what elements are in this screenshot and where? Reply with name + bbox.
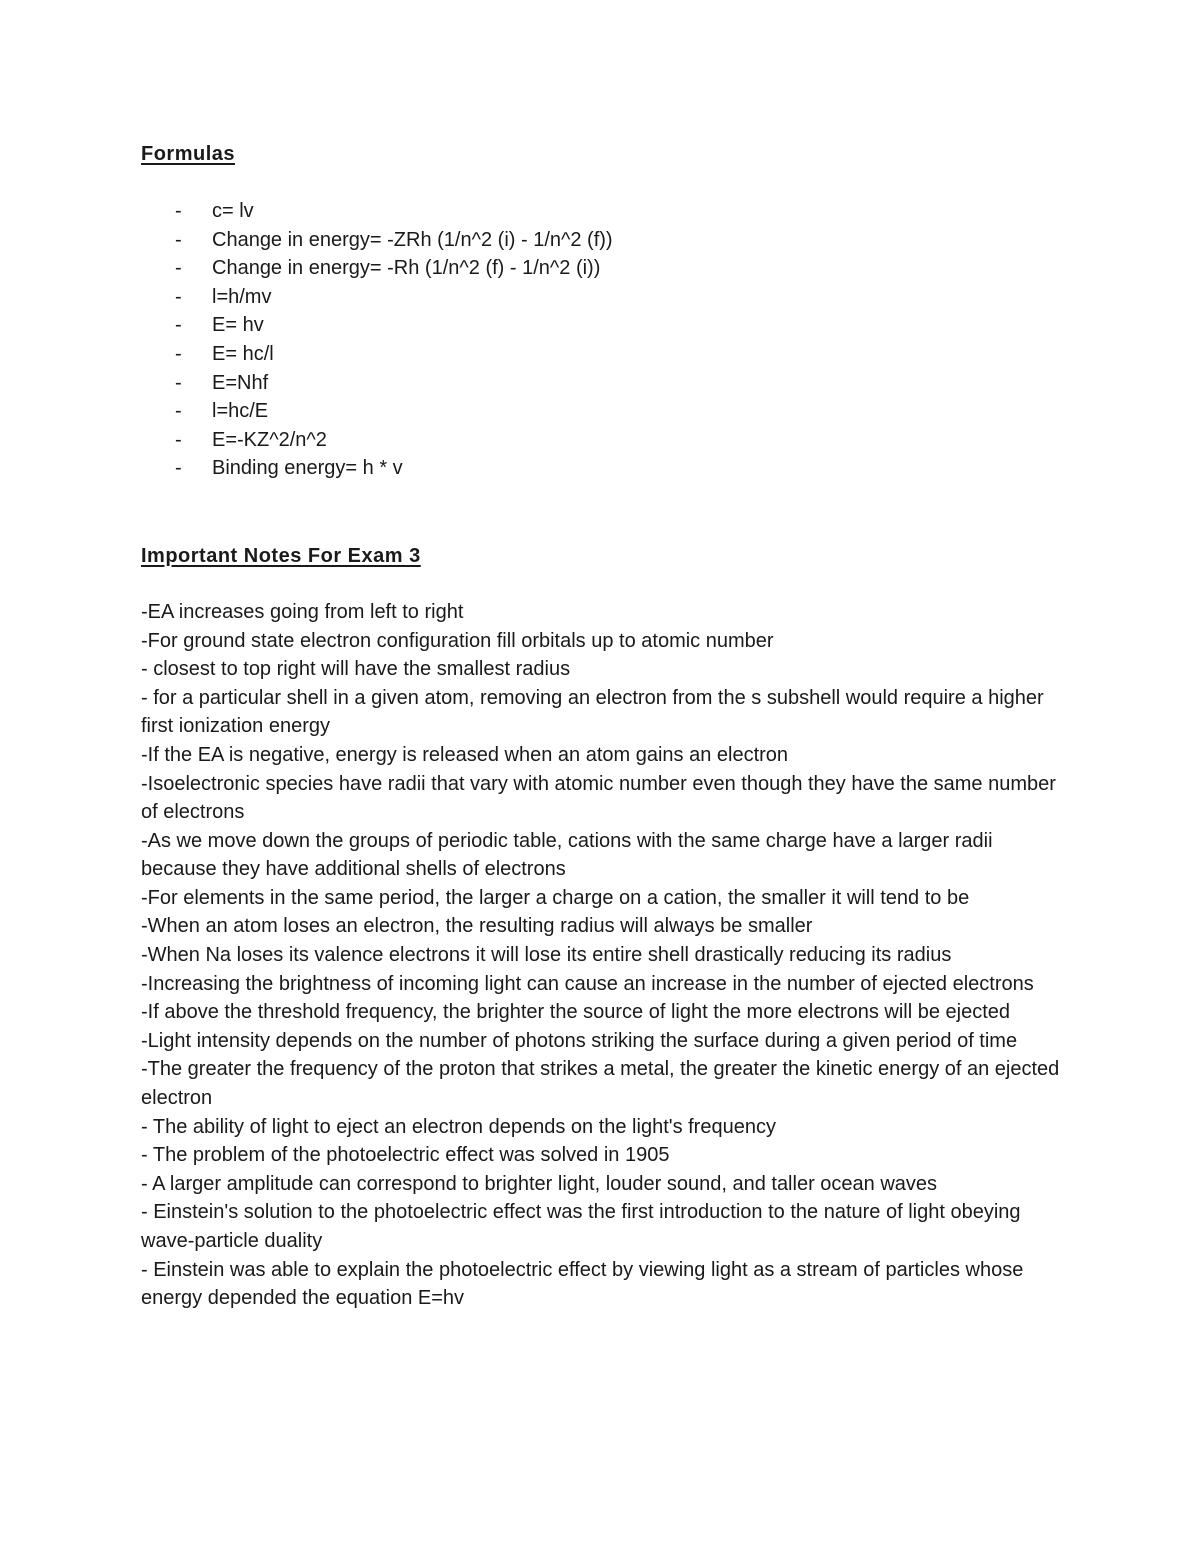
note-item: - The problem of the photoelectric effect was solved in 1905 <box>141 1144 670 1167</box>
formula-text: E=Nhf <box>212 371 269 394</box>
note-item: - Einstein was able to explain the photoelectric effect by viewing light as a stream of particles whose energy depended the equation E=hv <box>141 1258 1024 1310</box>
note-item: -EA increases going from left to right <box>141 600 464 623</box>
formula-item <box>141 454 1071 483</box>
formula-item <box>141 340 1071 369</box>
formula-item <box>141 397 1071 426</box>
note-item: -If the EA is negative, energy is released when an atom gains an electron <box>141 743 789 766</box>
note-item: - A larger amplitude can correspond to brighter light, louder sound, and taller ocean waves <box>141 1172 938 1195</box>
formula-item <box>141 197 1071 226</box>
formula-text: Change in energy= -ZRh (1/n^2 (i) - 1/n^2 (f)) <box>212 228 613 251</box>
note-item: - for a particular shell in a given atom, removing an electron from the s subshell would require a higher first ionization energy <box>141 686 1044 738</box>
list-dash: - <box>175 371 182 394</box>
list-dash: - <box>175 228 182 251</box>
list-dash: - <box>175 457 182 480</box>
note-item: -The greater the frequency of the proton that strikes a metal, the greater the kinetic energy of an ejected electron <box>141 1058 1060 1110</box>
note-item: - Einstein's solution to the photoelectric effect was the first introduction to the nature of light obeying wave-particle duality <box>141 1201 1021 1252</box>
formula-text: E= hv <box>212 314 264 337</box>
formula-item <box>141 426 1071 455</box>
formula-item <box>141 311 1071 340</box>
note-item: - closest to top right will have the smallest radius <box>141 658 571 681</box>
formula-list <box>141 197 1071 483</box>
note-item: -When an atom loses an electron, the resulting radius will always be smaller <box>141 915 813 938</box>
list-dash: - <box>175 400 182 423</box>
formula-text: l=hc/E <box>212 400 269 423</box>
note-item: -For ground state electron configuration fill orbitals up to atomic number <box>141 629 774 652</box>
list-dash: - <box>175 342 182 365</box>
list-dash: - <box>175 257 182 280</box>
note-item: -When Na loses its valence electrons it will lose its entire shell drastically reducing its radius <box>141 944 952 967</box>
list-dash: - <box>175 428 182 451</box>
note-item: -Light intensity depends on the number of photons striking the surface during a given period of time <box>141 1029 1018 1052</box>
formula-item <box>141 283 1071 312</box>
note-item: -If above the threshold frequency, the brighter the source of light the more electrons will be ejected <box>141 1001 1011 1024</box>
list-dash: - <box>175 314 182 337</box>
formulas-heading: Formulas <box>141 143 236 165</box>
formula-text: E=-KZ^2/n^2 <box>212 428 327 451</box>
note-item: - The ability of light to eject an electron depends on the light's frequency <box>141 1115 776 1138</box>
formula-text: Change in energy= -Rh (1/n^2 (f) - 1/n^2 (i)) <box>212 257 601 280</box>
list-dash: - <box>175 285 182 308</box>
notes-list <box>141 598 1071 1313</box>
formula-text: E= hc/l <box>212 342 274 365</box>
formula-item <box>141 226 1071 255</box>
formula-text: Binding energy= h * v <box>212 457 403 480</box>
note-item: -Isoelectronic species have radii that vary with atomic number even though they have the same number of electrons <box>141 772 1056 824</box>
formula-text: c= lv <box>212 200 254 222</box>
formula-item <box>141 369 1071 398</box>
formula-text: l=h/mv <box>212 285 272 308</box>
formula-item <box>141 254 1071 283</box>
note-item: -For elements in the same period, the larger a charge on a cation, the smaller it will tend to be <box>141 886 970 909</box>
note-item: -Increasing the brightness of incoming light can cause an increase in the number of ejected electrons <box>141 972 1034 995</box>
document-page <box>141 138 1071 1313</box>
notes-heading: Important Notes For Exam 3 <box>141 544 421 567</box>
list-dash: - <box>175 200 182 222</box>
note-item: -As we move down the groups of periodic table, cations with the same charge have a larger radii because they have additional shells of electrons <box>141 829 993 881</box>
